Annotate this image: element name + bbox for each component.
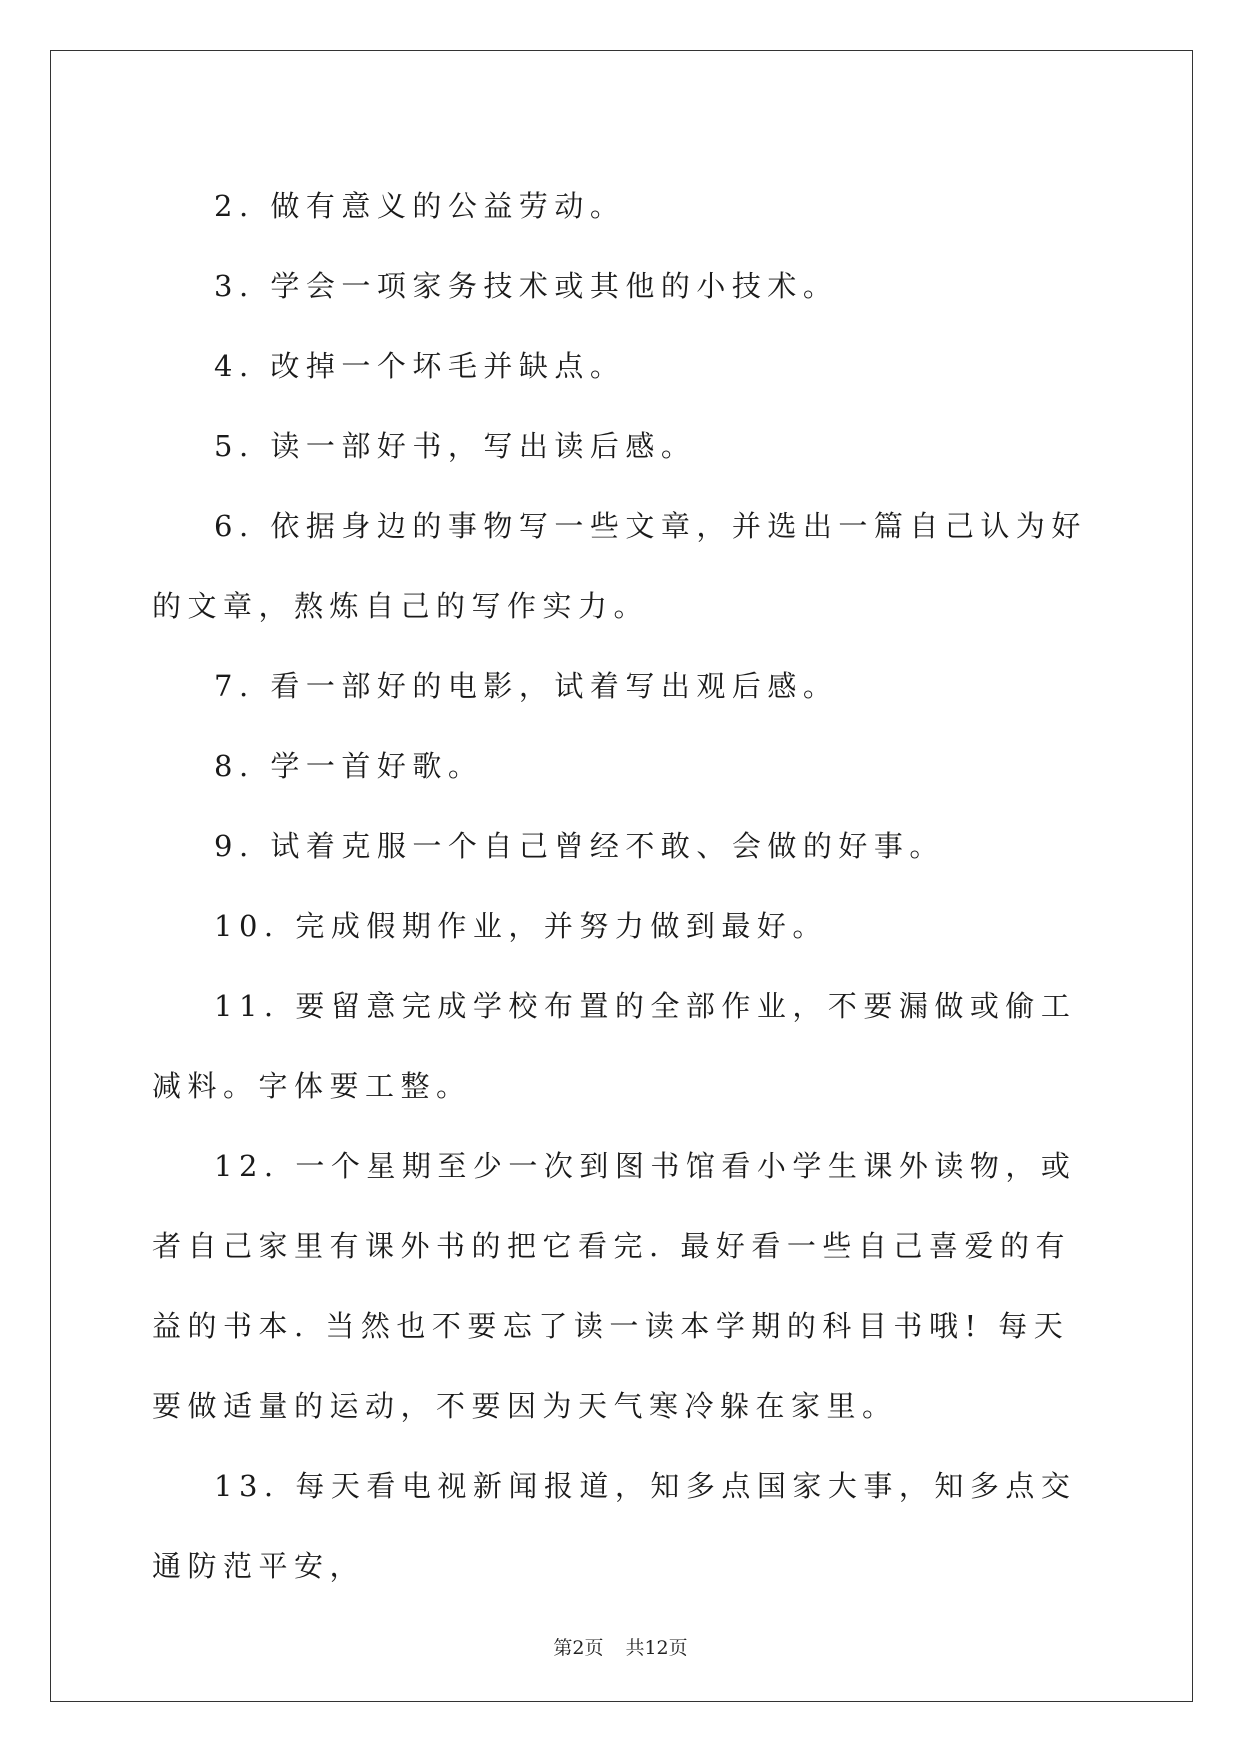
paragraph-3: 3. 学会一项家务技术或其他的小技术。 bbox=[214, 269, 839, 303]
paragraph-11: 11. 要留意完成学校布置的全部作业，不要漏做或偷工减料。字体要工整。 bbox=[152, 989, 1077, 1103]
page-total: 共12页 bbox=[625, 1637, 688, 1659]
paragraph-10: 10. 完成假期作业，并努力做到最好。 bbox=[214, 909, 828, 943]
paragraph-13: 13. 每天看电视新闻报道，知多点国家大事，知多点交通防范平安， bbox=[152, 1469, 1077, 1583]
paragraph-6: 6. 依据身边的事物写一些文章，并选出一篇自己认为好的文章，熬炼自己的写作实力。 bbox=[152, 509, 1087, 623]
paragraph-12: 12. 一个星期至少一次到图书馆看小学生课外读物，或者自己家里有课外书的把它看完. 最好看一些自己喜爱的有益的书本. 当然也不要忘了读一读本学期的科目书哦! 每天要做适量的运动，不要因为天气寒冷躲在家里。 bbox=[152, 1149, 1077, 1423]
page-number: 第2页 bbox=[553, 1637, 604, 1659]
document-body bbox=[152, 166, 1092, 1606]
paragraph-9: 9. 试着克服一个自己曾经不敢、会做的好事。 bbox=[214, 829, 945, 863]
paragraph-2: 2. 做有意义的公益劳动。 bbox=[214, 189, 626, 223]
paragraph-5: 5. 读一部好书，写出读后感。 bbox=[214, 429, 697, 463]
paragraph-8: 8. 学一首好歌。 bbox=[214, 749, 484, 783]
paragraph-4: 4. 改掉一个坏毛并缺点。 bbox=[214, 349, 626, 383]
page-footer bbox=[0, 1633, 1241, 1660]
paragraph-7: 7. 看一部好的电影，试着写出观后感。 bbox=[214, 669, 839, 703]
